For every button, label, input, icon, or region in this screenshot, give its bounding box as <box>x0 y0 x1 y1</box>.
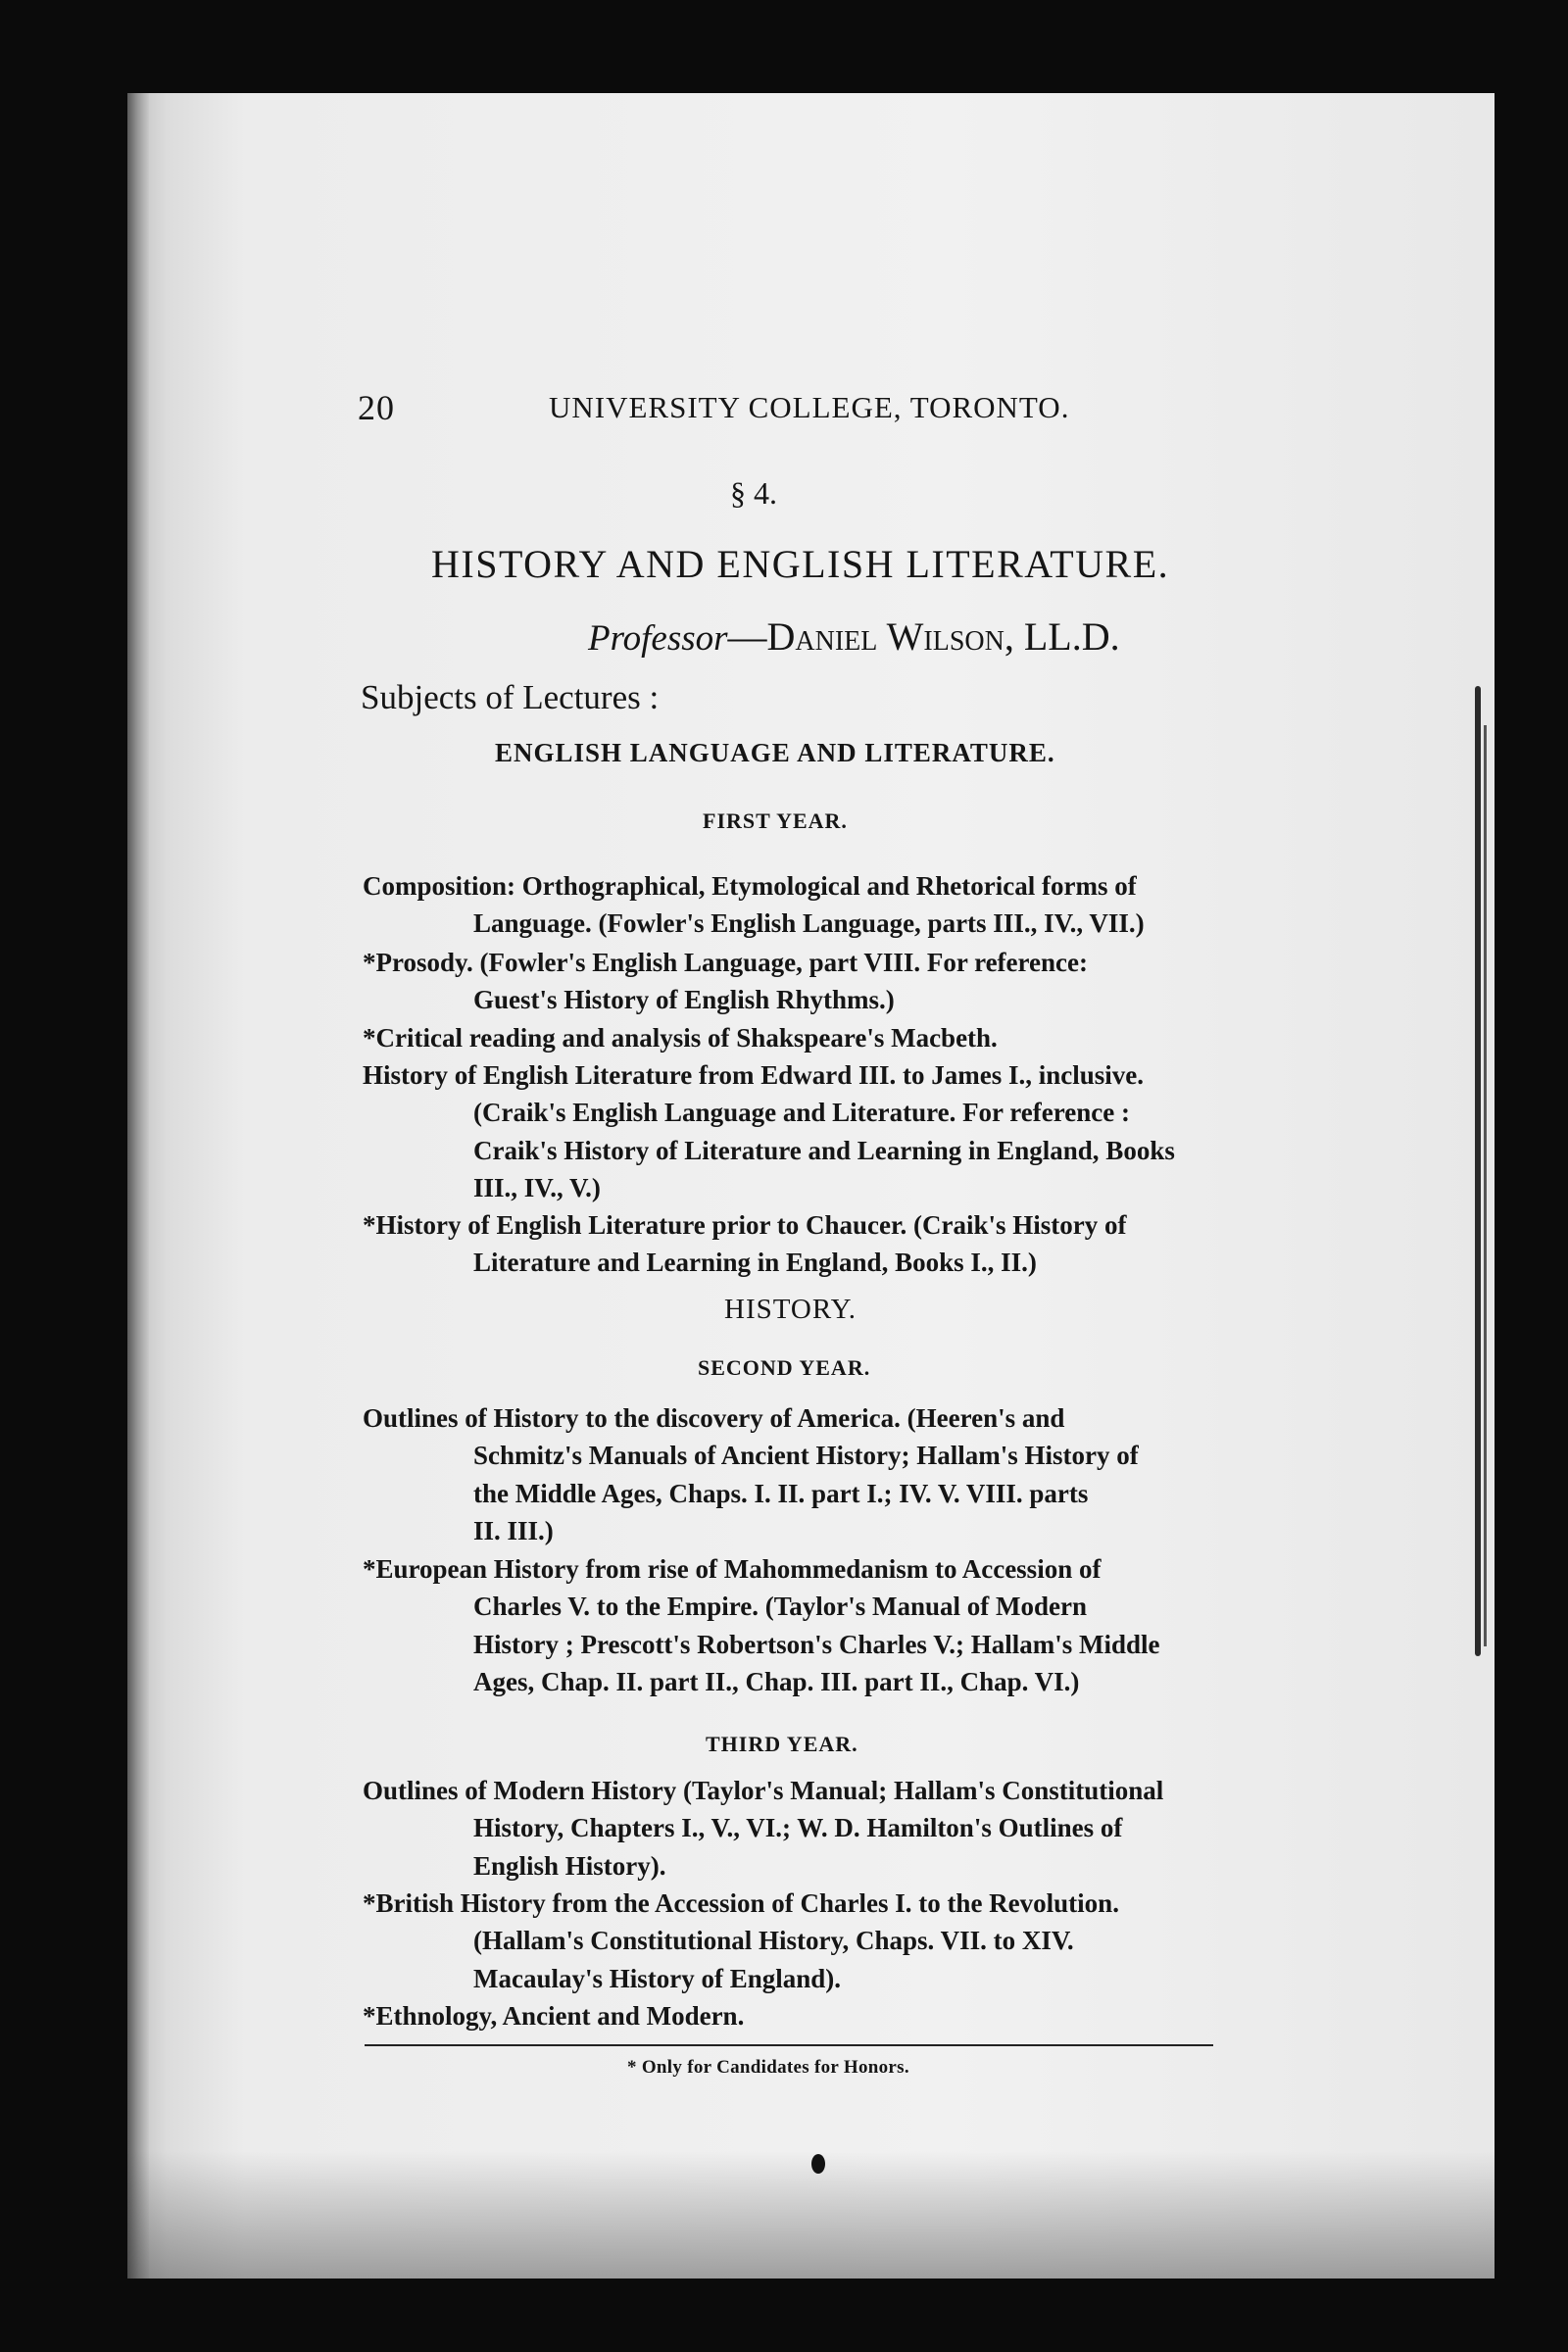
entry <box>363 1550 1217 1700</box>
entry-continuation-line: History, Chapters I., V., VI.; W. D. Hamilton's Outlines of <box>473 1813 1123 1843</box>
entry-continuation-line: II. III.) <box>473 1515 554 1545</box>
entry-text: of Modern History (Taylor's Manual; Hallam's Constitutional <box>458 1776 1164 1805</box>
entry-continuation-line: III., IV., V.) <box>473 1172 601 1202</box>
entry-continuation-line: Guest's History of English Rhythms.) <box>473 985 895 1015</box>
entry-first-line <box>363 1019 1217 1056</box>
footnote: * Only for Candidates for Honors. <box>627 2057 909 2078</box>
entry-lead: *European <box>363 1554 488 1584</box>
entry-continuation-line: (Craik's English Language and Literature. For reference : <box>473 1098 1130 1128</box>
entry-continuation-line: Schmitz's Manuals of Ancient History; Hallam's History of <box>473 1441 1139 1471</box>
entry-text: of English Literature from Edward III. to James I., inclusive. <box>448 1060 1145 1090</box>
entry-lead: *Prosody. <box>363 948 473 977</box>
history-heading: HISTORY. <box>724 1294 858 1325</box>
entry-first-line <box>363 1997 1217 2034</box>
second-year-heading: SECOND YEAR. <box>698 1355 871 1380</box>
footnote-rule <box>365 2044 1213 2046</box>
entry <box>363 1206 1217 1282</box>
entry-text: reading and analysis of Shakspeare's Macbeth. <box>462 1023 998 1053</box>
margin-pen-mark-thin <box>1484 725 1487 1646</box>
entry-lead: History <box>363 1060 448 1090</box>
entry-lead: Composition: <box>363 871 516 901</box>
entry-text: Ancient and Modern. <box>497 2001 745 2031</box>
running-title: UNIVERSITY COLLEGE, TORONTO. <box>549 390 1070 424</box>
entry <box>363 944 1217 1019</box>
third-year-heading: THIRD YEAR. <box>706 1732 858 1756</box>
entry-text: of History to the discovery of America. (Heeren's and <box>458 1403 1065 1433</box>
professor-line <box>588 613 1120 660</box>
entry-text: History from rise of Mahommedanism to Accession of <box>487 1554 1102 1584</box>
entry-continuation-line: Literature and Learning in England, Books I., II.) <box>473 1248 1037 1278</box>
entry-continuation-line: Charles V. to the Empire. (Taylor's Manual of Modern <box>473 1592 1088 1622</box>
entry-first-line <box>363 1399 1217 1437</box>
entry <box>363 1885 1217 1997</box>
entry-lead: Outlines <box>363 1776 459 1805</box>
entry-continuation-line: Macaulay's History of England). <box>473 1963 842 1993</box>
entry-lead: *History <box>363 1210 462 1240</box>
entry-lead: Outlines <box>363 1403 459 1433</box>
ink-blot <box>811 2154 825 2174</box>
section-title: HISTORY AND ENGLISH LITERATURE. <box>431 542 1170 586</box>
section-mark: § 4. <box>730 475 777 511</box>
entry-continuation-line: Ages, Chap. II. part II., Chap. III. part II., Chap. VI.) <box>473 1666 1080 1696</box>
entry-first-line <box>363 1772 1217 1809</box>
entry-continuation-line: the Middle Ages, Chaps. I. II. part I.; IV. V. VIII. parts <box>473 1478 1089 1508</box>
entry-lead: *British <box>363 1888 455 1918</box>
entry-text: History from the Accession of Charles I. to the Revolution. <box>454 1888 1119 1918</box>
entry-lead: *Ethnology, <box>363 2001 498 2031</box>
entry-continuation-line: English History). <box>473 1850 666 1881</box>
entry-first-line <box>363 944 1217 981</box>
entry-text: of English Literature prior to Chaucer. (Craik's History of <box>461 1210 1127 1240</box>
entry-first-line <box>363 1206 1217 1244</box>
first-year-heading: FIRST YEAR. <box>703 808 848 833</box>
professor-label: Professor <box>588 618 728 659</box>
entry-first-line <box>363 1885 1217 1922</box>
entry <box>363 1997 1217 2034</box>
entry-continuation-line: (Hallam's Constitutional History, Chaps. VII. to XIV. <box>473 1926 1074 1956</box>
entry-text: Orthographical, Etymological and Rhetorical forms of <box>515 871 1137 901</box>
entry-first-line <box>363 867 1217 905</box>
entry-first-line <box>363 1056 1217 1094</box>
entry-first-line <box>363 1550 1217 1588</box>
entry <box>363 867 1217 943</box>
entry <box>363 1019 1217 1056</box>
margin-pen-mark <box>1475 686 1481 1656</box>
entry <box>363 1772 1217 1885</box>
entry <box>363 1399 1217 1549</box>
subjects-label: Subjects of Lectures : <box>361 678 660 716</box>
entry-continuation-line: Language. (Fowler's English Language, parts III., IV., VII.) <box>473 908 1145 939</box>
entry-continuation-line: History ; Prescott's Robertson's Charles V.; Hallam's Middle <box>473 1629 1160 1659</box>
page-number: 20 <box>358 388 395 427</box>
entry-lead: *Critical <box>363 1023 463 1053</box>
entry <box>363 1056 1217 1206</box>
page-gutter-shadow <box>127 93 149 2278</box>
english-heading: ENGLISH LANGUAGE AND LITERATURE. <box>495 738 1055 767</box>
entry-text: (Fowler's English Language, part VIII. For reference: <box>472 948 1088 977</box>
professor-name: —Daniel Wilson, LL.D. <box>727 614 1120 659</box>
entry-continuation-line: Craik's History of Literature and Learning in England, Books <box>473 1135 1175 1165</box>
